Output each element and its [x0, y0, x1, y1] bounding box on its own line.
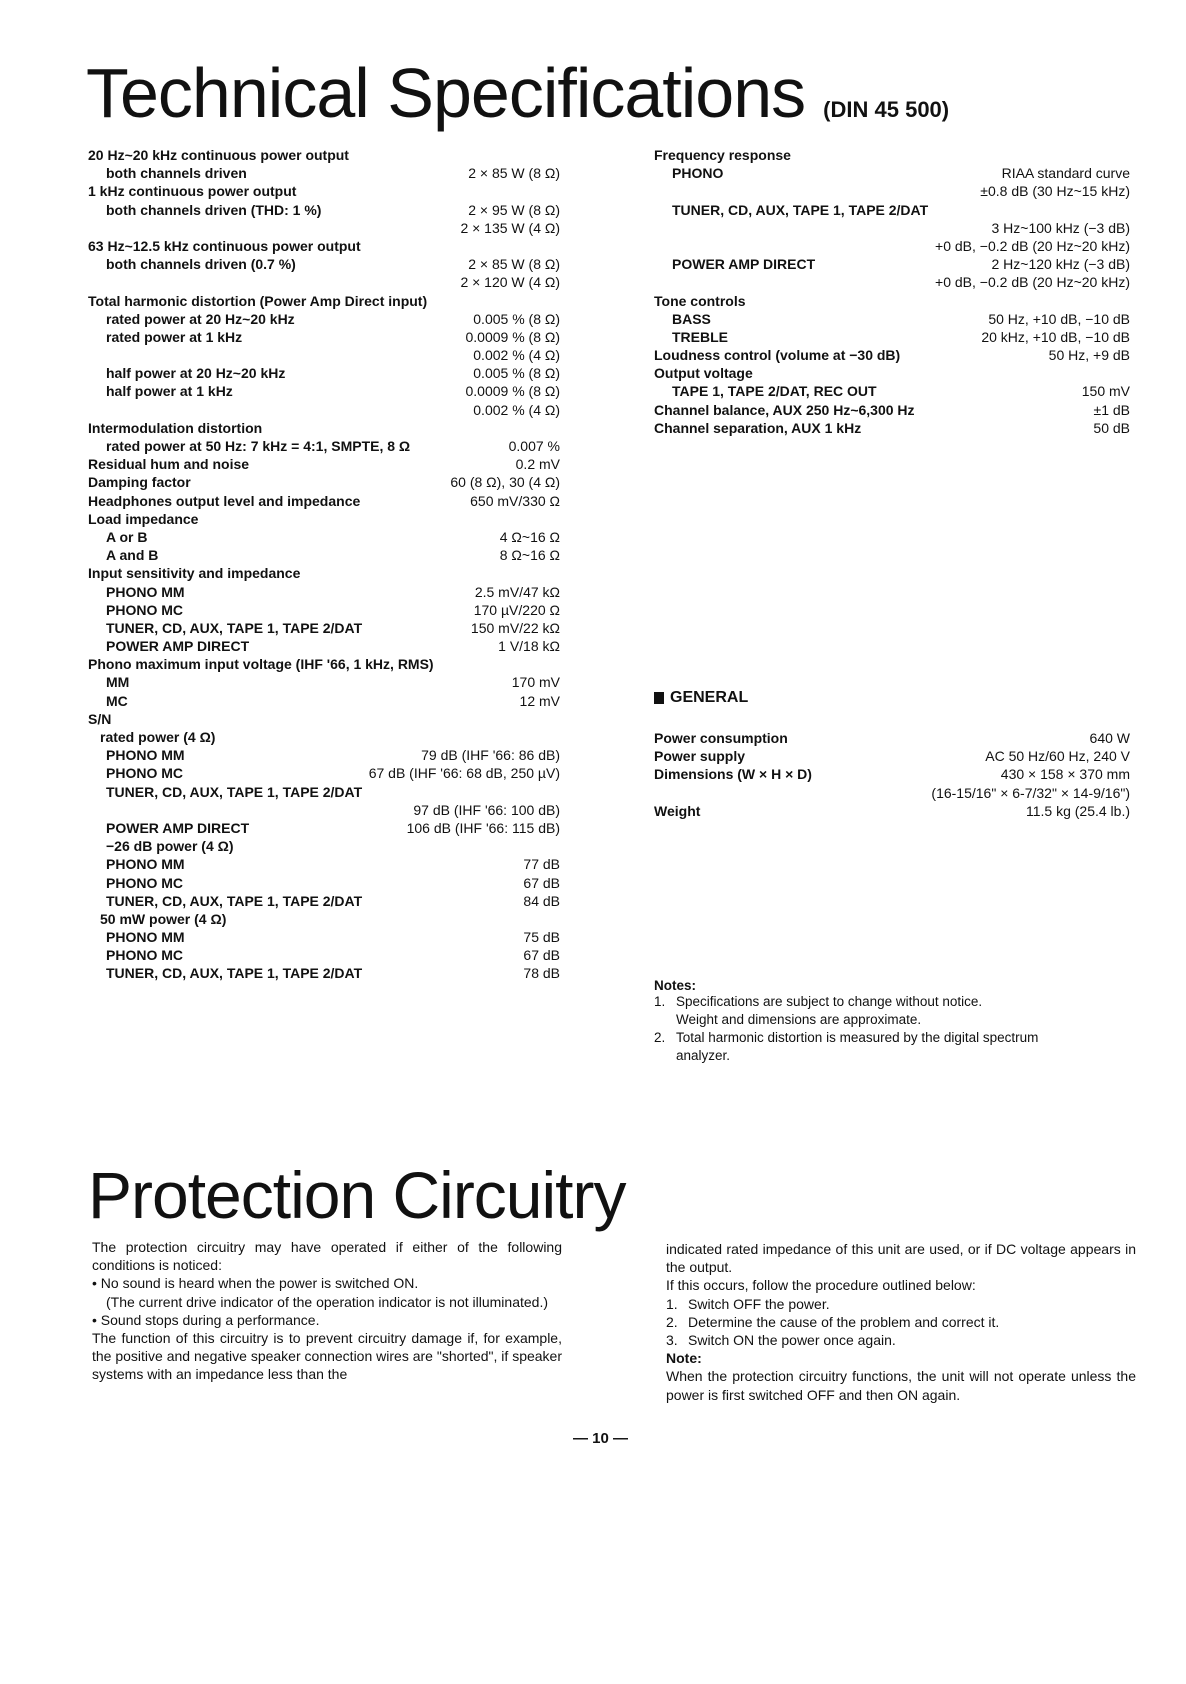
note-text: Total harmonic distortion is measured by the digital spectrum: [676, 1029, 1039, 1045]
note-number: [654, 1011, 676, 1029]
spec-value: 2 × 85 W (8 Ω): [468, 165, 560, 182]
spec-label: Intermodulation distortion: [88, 419, 263, 436]
protection-bullet-1-detail: (The current drive indicator of the operation indicator is not illuminated.): [106, 1293, 548, 1310]
spec-value: 3 Hz~100 kHz (−3 dB): [991, 219, 1130, 236]
note-item: [654, 1029, 1130, 1047]
spec-label: TUNER, CD, AUX, TAPE 1, TAPE 2/DAT: [106, 619, 363, 636]
spec-value: 12 mV: [519, 692, 560, 709]
spec-value: 78 dB: [523, 965, 560, 982]
spec-row: [88, 473, 560, 491]
square-bullet-icon: [654, 692, 664, 704]
spec-row: [88, 837, 560, 855]
spec-row: [654, 419, 1130, 437]
spec-row: [88, 728, 560, 746]
spec-label: Total harmonic distortion (Power Amp Direct input): [88, 292, 428, 309]
spec-label: TUNER, CD, AUX, TAPE 1, TAPE 2/DAT: [672, 201, 929, 218]
spec-row: [654, 784, 1130, 802]
spec-label: Loudness control (volume at −30 dB): [654, 347, 901, 364]
spec-row: [654, 273, 1130, 291]
spec-label: rated power at 20 Hz~20 kHz: [106, 310, 295, 327]
step-number: 1.: [666, 1295, 678, 1312]
spec-row: [88, 637, 560, 655]
note-text: Specifications are subject to change without notice.: [676, 993, 983, 1009]
spec-row: [88, 528, 560, 546]
spec-value: 0.002 % (4 Ω): [473, 347, 560, 364]
spec-label: PHONO MM: [106, 856, 185, 873]
spec-value: 0.2 mV: [515, 456, 560, 473]
spec-label: TAPE 1, TAPE 2/DAT, REC OUT: [672, 383, 877, 400]
spec-value: 170 µV/220 Ω: [473, 601, 560, 618]
spec-row: [654, 219, 1130, 237]
spec-label: both channels driven: [106, 165, 247, 182]
spec-label: Headphones output level and impedance: [88, 492, 361, 509]
protection-note-text: When the protection circuitry functions, the unit will not operate unless the power is first switched OFF and then ON again.: [666, 1368, 1136, 1403]
spec-value: 650 mV/330 Ω: [470, 492, 560, 509]
procedure-step: [666, 1313, 1136, 1331]
spec-label: Tone controls: [654, 292, 746, 309]
spec-row: [654, 802, 1130, 820]
general-heading: [654, 687, 1130, 709]
step-number: 3.: [666, 1332, 678, 1349]
spec-label: S/N: [88, 710, 112, 727]
spec-value: 1 V/18 kΩ: [498, 638, 560, 655]
spec-label: 50 mW power (4 Ω): [100, 910, 227, 927]
step-text: Determine the cause of the problem and correct it.: [688, 1313, 1000, 1330]
protection-intro: The protection circuitry may have operated if either of the following conditions is noticed:: [92, 1239, 562, 1274]
protection-text-right: [666, 1240, 1136, 1404]
spec-value: 640 W: [1089, 730, 1130, 746]
spec-row: [88, 292, 560, 310]
protection-function: The function of this circuitry is to prevent circuitry damage if, for example, the positive and negative speaker connection wires are "shorted", if speaker systems with an impedance less than the: [92, 1330, 562, 1383]
spec-label: TUNER, CD, AUX, TAPE 1, TAPE 2/DAT: [106, 965, 363, 982]
spec-value: 0.0009 % (8 Ω): [465, 383, 560, 400]
spec-label: Power consumption: [654, 730, 788, 746]
protection-procedure-intro: If this occurs, follow the procedure outlined below:: [666, 1277, 976, 1294]
spec-value: 0.005 % (8 Ω): [473, 365, 560, 382]
spec-value: 430 × 158 × 370 mm: [1000, 766, 1130, 783]
spec-value: 0.005 % (8 Ω): [473, 310, 560, 327]
spec-row: [88, 237, 560, 255]
spec-label: 63 Hz~12.5 kHz continuous power output: [88, 237, 361, 254]
spec-label: Damping factor: [88, 474, 191, 491]
spec-label: POWER AMP DIRECT: [106, 819, 250, 836]
spec-value: 75 dB: [523, 929, 560, 946]
spec-row: [88, 201, 560, 219]
spec-row: [88, 273, 560, 291]
spec-label: half power at 20 Hz~20 kHz: [106, 365, 286, 382]
spec-row: [654, 310, 1130, 328]
spec-row: [88, 419, 560, 437]
spec-value: 97 dB (IHF '66: 100 dB): [413, 801, 560, 818]
spec-label: 1 kHz continuous power output: [88, 183, 297, 200]
protection-text-left: [92, 1238, 562, 1384]
spec-label: PHONO MM: [106, 583, 185, 600]
spec-label: TREBLE: [672, 328, 728, 345]
step-text: Switch OFF the power.: [688, 1295, 830, 1312]
spec-value: 50 Hz, +9 dB: [1048, 347, 1130, 364]
spec-value: 67 dB: [523, 947, 560, 964]
spec-label: PHONO MC: [106, 874, 183, 891]
note-item: [654, 993, 1130, 1011]
spec-row: [654, 401, 1130, 419]
spec-value: 2.5 mV/47 kΩ: [474, 583, 560, 600]
spec-row: [88, 364, 560, 382]
page-title: [86, 54, 950, 132]
spec-row: [654, 237, 1130, 255]
spec-label: Channel separation, AUX 1 kHz: [654, 419, 862, 436]
spec-label: MC: [106, 692, 128, 709]
spec-value: (16-15/16" × 6-7/32" × 14-9/16"): [931, 784, 1130, 801]
spec-row: [88, 964, 560, 982]
note-number: [654, 1047, 676, 1065]
title-standard: (DIN 45 500): [823, 97, 950, 122]
spec-row: [654, 765, 1130, 783]
spec-label: Input sensitivity and impedance: [88, 565, 301, 582]
spec-label: Frequency response: [654, 147, 791, 163]
step-text: Switch ON the power once again.: [688, 1332, 896, 1349]
spec-value: 67 dB: [523, 874, 560, 891]
spec-label: Load impedance: [88, 510, 199, 527]
spec-label: PHONO MC: [106, 765, 183, 782]
spec-label: rated power at 50 Hz: 7 kHz = 4:1, SMPTE, 8 Ω: [106, 438, 411, 454]
spec-label: PHONO MM: [106, 929, 185, 946]
spec-row: [654, 364, 1130, 382]
spec-label: Channel balance, AUX 250 Hz~6,300 Hz: [654, 401, 915, 418]
spec-value: 8 Ω~16 Ω: [499, 547, 560, 564]
spec-label: Residual hum and noise: [88, 456, 250, 473]
protection-note-heading: Note:: [666, 1350, 702, 1367]
spec-row: [88, 146, 560, 164]
notes-heading: Notes:: [654, 977, 697, 993]
spec-label: A and B: [106, 547, 159, 564]
spec-value: 50 Hz, +10 dB, −10 dB: [988, 310, 1130, 327]
spec-value: RIAA standard curve: [1001, 165, 1130, 182]
spec-row: [88, 655, 560, 673]
spec-value: +0 dB, −0.2 dB (20 Hz~20 kHz): [935, 274, 1130, 291]
spec-value: 2 × 85 W (8 Ω): [468, 256, 560, 273]
spec-value: 0.0009 % (8 Ω): [465, 328, 560, 345]
spec-value: 2 × 95 W (8 Ω): [468, 201, 560, 218]
spec-row: [654, 255, 1130, 273]
spec-row: [88, 710, 560, 728]
protection-continued: indicated rated impedance of this unit are used, or if DC voltage appears in the output.: [666, 1241, 1136, 1276]
spec-row: [654, 328, 1130, 346]
spec-row: [88, 764, 560, 782]
spec-column-left: [88, 146, 560, 983]
spec-row: [88, 564, 560, 582]
general-specs: [654, 729, 1130, 820]
spec-value: 79 dB (IHF '66: 86 dB): [421, 747, 560, 764]
spec-value: 106 dB (IHF '66: 115 dB): [406, 819, 560, 836]
spec-row: [654, 146, 1130, 164]
spec-row: [88, 328, 560, 346]
note-text: Weight and dimensions are approximate.: [676, 1011, 922, 1027]
spec-row: [88, 819, 560, 837]
spec-value: 150 mV: [1081, 383, 1130, 400]
spec-row: [88, 673, 560, 691]
spec-label: 20 Hz~20 kHz continuous power output: [88, 147, 349, 163]
spec-row: [88, 601, 560, 619]
spec-value: 77 dB: [523, 856, 560, 873]
column-gap: [654, 437, 1130, 687]
procedure-step: [666, 1295, 1136, 1313]
spec-value: 2 × 120 W (4 Ω): [460, 274, 560, 291]
spec-row: [88, 401, 560, 419]
spec-value: 60 (8 Ω), 30 (4 Ω): [450, 474, 560, 491]
spec-value: AC 50 Hz/60 Hz, 240 V: [985, 748, 1130, 765]
spec-label: Power supply: [654, 748, 746, 765]
spec-row: [654, 164, 1130, 182]
spec-row: [88, 346, 560, 364]
note-text: analyzer.: [676, 1047, 731, 1063]
spec-row: [88, 692, 560, 710]
spec-row: [654, 346, 1130, 364]
spec-value: 0.007 %: [508, 438, 560, 454]
spec-row: [88, 583, 560, 601]
spec-label: TUNER, CD, AUX, TAPE 1, TAPE 2/DAT: [106, 783, 363, 800]
spec-row: [88, 182, 560, 200]
page-number: — 10 —: [573, 1430, 629, 1447]
spec-value: 150 mV/22 kΩ: [470, 619, 560, 636]
spec-row: [88, 892, 560, 910]
spec-value: 2 × 135 W (4 Ω): [460, 219, 560, 236]
spec-row: [88, 946, 560, 964]
notes-section: [654, 978, 1130, 1065]
spec-label: POWER AMP DIRECT: [106, 638, 250, 655]
spec-column-right: [654, 146, 1130, 1065]
spec-value: ±0.8 dB (30 Hz~15 kHz): [980, 183, 1130, 200]
spec-row: [88, 255, 560, 273]
spec-label: A or B: [106, 528, 148, 545]
spec-value: 11.5 kg (25.4 lb.): [1025, 802, 1130, 819]
spec-label: Dimensions (W × H × D): [654, 766, 812, 783]
spec-row: [88, 455, 560, 473]
spec-row: [88, 382, 560, 400]
spec-value: 170 mV: [511, 674, 560, 691]
spec-label: Weight: [654, 802, 701, 819]
spec-value: 4 Ω~16 Ω: [499, 528, 560, 545]
spec-row: [88, 874, 560, 892]
spec-value: ±1 dB: [1093, 401, 1130, 418]
spec-value: 20 kHz, +10 dB, −10 dB: [981, 328, 1130, 345]
note-number: 2.: [654, 1029, 666, 1045]
spec-row: [654, 182, 1130, 200]
procedure-step: [666, 1331, 1136, 1349]
spec-label: PHONO: [672, 165, 724, 182]
spec-row: [88, 310, 560, 328]
step-number: 2.: [666, 1313, 678, 1330]
spec-label: PHONO MC: [106, 601, 183, 618]
protection-bullet-2: • Sound stops during a performance.: [92, 1311, 320, 1328]
note-item: [654, 1011, 1130, 1029]
protection-title: Protection Circuitry: [88, 1158, 626, 1232]
spec-label: Phono maximum input voltage (IHF '66, 1 kHz, RMS): [88, 656, 434, 673]
protection-bullet-1: • No sound is heard when the power is switched ON.: [92, 1275, 419, 1292]
note-number: 1.: [654, 993, 666, 1009]
spec-value: 50 dB: [1093, 419, 1130, 436]
spec-label: MM: [106, 674, 130, 691]
notes-list: [654, 993, 1130, 1065]
spec-row: [654, 382, 1130, 400]
spec-label: TUNER, CD, AUX, TAPE 1, TAPE 2/DAT: [106, 892, 363, 909]
spec-row: [88, 164, 560, 182]
spec-label: rated power (4 Ω): [100, 729, 216, 745]
spec-row: [88, 437, 560, 455]
spec-value: 84 dB: [523, 892, 560, 909]
spec-row: [88, 619, 560, 637]
spec-row: [88, 219, 560, 237]
spec-row: [88, 510, 560, 528]
spec-row: [654, 747, 1130, 765]
spec-label: rated power at 1 kHz: [106, 328, 243, 345]
spec-value: 2 Hz~120 kHz (−3 dB): [991, 256, 1130, 273]
spec-label: half power at 1 kHz: [106, 383, 233, 400]
spec-value: +0 dB, −0.2 dB (20 Hz~20 kHz): [935, 237, 1130, 254]
general-heading-text: GENERAL: [670, 689, 749, 706]
spec-label: both channels driven (0.7 %): [106, 256, 296, 273]
spec-row: [88, 855, 560, 873]
spec-value: 0.002 % (4 Ω): [473, 401, 560, 418]
spec-row: [654, 729, 1130, 747]
spec-row: [88, 746, 560, 764]
spec-label: Output voltage: [654, 365, 753, 382]
spec-value: 67 dB (IHF '66: 68 dB, 250 µV): [368, 765, 560, 782]
spec-row: [88, 492, 560, 510]
spec-row: [88, 783, 560, 801]
spec-row: [88, 546, 560, 564]
note-item: [654, 1047, 1130, 1065]
spec-row: [88, 910, 560, 928]
spec-label: PHONO MC: [106, 947, 183, 964]
procedure-steps: [666, 1295, 1136, 1350]
spec-label: both channels driven (THD: 1 %): [106, 201, 322, 218]
spec-row: [88, 801, 560, 819]
spec-label: PHONO MM: [106, 747, 185, 764]
spec-row: [88, 928, 560, 946]
spec-label: POWER AMP DIRECT: [672, 256, 816, 273]
spec-label: −26 dB power (4 Ω): [106, 838, 234, 855]
spec-label: BASS: [672, 310, 711, 327]
title-text: Technical Specifications: [86, 54, 806, 132]
spec-row: [654, 292, 1130, 310]
frequency-specs: [654, 146, 1130, 437]
spec-row: [654, 201, 1130, 219]
